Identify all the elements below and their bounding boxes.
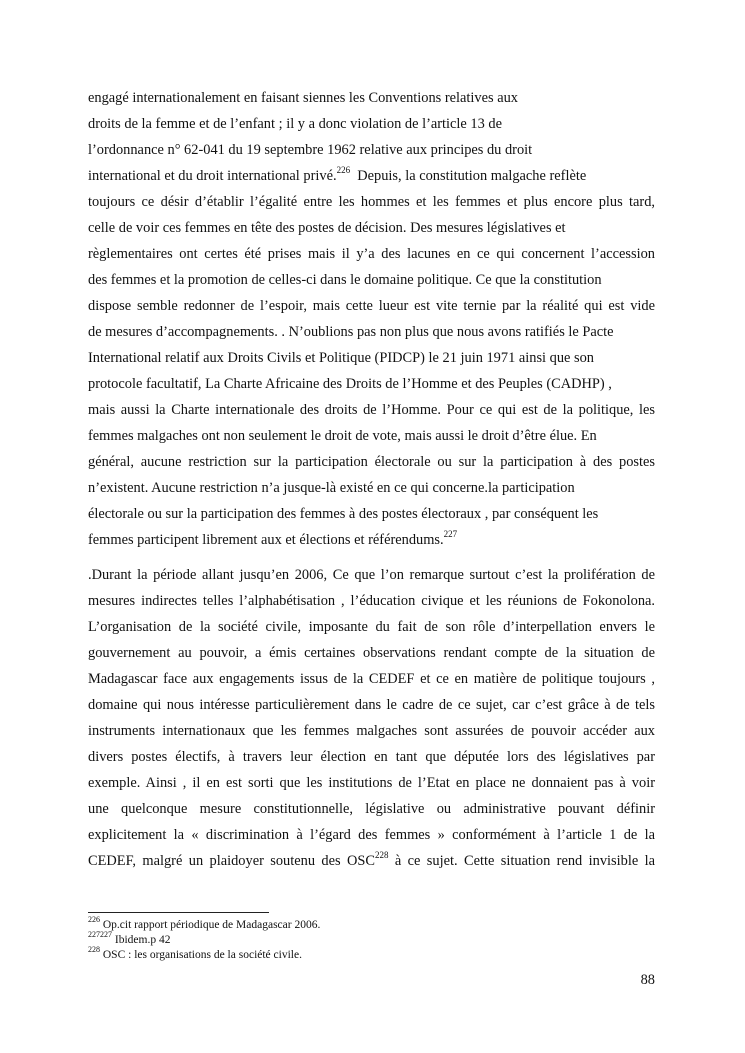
text-line: explicitement la « discrimination à l’égard des femmes » conformément à l’article 1 de la	[88, 827, 655, 843]
text-line: celle de voir ces femmes en tête des postes de décision. Des mesures législatives et	[88, 220, 566, 236]
text-line: des femmes et la promotion de celles-ci dans le domaine politique. Ce que la constitution	[88, 272, 602, 288]
text-line: général, aucune restriction sur la participation électorale ou sur la participation à des postes	[88, 454, 655, 470]
footnote-divider	[88, 912, 269, 913]
text-line: femmes malgaches ont non seulement le droit de vote, mais aussi le droit d’être élue. En	[88, 428, 597, 444]
text-line: une quelconque mesure constitutionnelle, législative ou administrative pouvant définir	[88, 801, 655, 817]
footnote-text: OSC : les organisations de la société civile.	[100, 949, 302, 961]
text-line: mais aussi la Charte internationale des droits de l’Homme. Pour ce qui est de la politique, les	[88, 402, 655, 418]
text-line: exemple. Ainsi , il en est sorti que les institutions de l’Etat en place ne donnaient pas à voir	[88, 775, 655, 791]
text-line: n’existent. Aucune restriction n’a jusque-là existé en ce qui concerne.la participation	[88, 480, 575, 496]
text-line: protocole facultatif, La Charte Africaine des Droits de l’Homme et des Peuples (CADHP) ,	[88, 376, 612, 392]
text-line: l’ordonnance n° 62-041 du 19 septembre 1962 relative aux principes du droit	[88, 142, 533, 158]
text-line: dispose semble redonner de l’espoir, mais cette lueur est vite ternie par la réalité qui est vide	[88, 298, 655, 314]
text-line: électorale ou sur la participation des femmes à des postes électoraux , par conséquent les	[88, 506, 599, 522]
text-line: règlementaires ont certes été prises mais il y’a des lacunes en ce qui concernent l’accession	[88, 246, 655, 262]
text-line: instruments internationaux que les femmes malgaches sont assurées de pouvoir accéder aux	[88, 723, 655, 739]
footnote-ref-226[interactable]: 226	[336, 165, 351, 176]
text-line: International relatif aux Droits Civils et Politique (PIDCP) le 21 juin 1971 ainsi que son	[88, 350, 595, 366]
text-line: mesures indirectes telles l’alphabétisation , l’éducation civique et les réunions de Fokonolona.	[88, 593, 655, 609]
text-line: Madagascar face aux engagements issus de la CEDEF et ce en matière de politique toujours ,	[88, 671, 655, 687]
text-line: divers postes électifs, à travers leur élection en tant que députée lors des législatives par	[88, 749, 655, 765]
text-line: .Durant la période allant jusqu’en 2006, Ce que l’on remarque surtout c’est la prolifération de	[88, 567, 655, 583]
text-segment: à ce sujet. Cette situation rend invisible la	[388, 853, 655, 869]
text-segment: Depuis, la constitution malgache reflète	[350, 168, 587, 184]
text-line: domaine qui nous intéresse particulièrement dans le cadre de ce sujet, car c’est grâce à de tels	[88, 697, 655, 713]
text-line: gouvernement au pouvoir, a émis certaines observations rendant compte de la situation de	[88, 645, 655, 661]
text-segment: femmes participent librement aux et élections et référendums.	[88, 532, 444, 548]
text-line: toujours ce désir d’établir l’égalité entre les hommes et les femmes et plus encore plus tard,	[88, 194, 655, 210]
footnote-mark: 227227	[88, 930, 112, 940]
footnote-text: Op.cit rapport périodique de Madagascar 2006.	[100, 919, 321, 931]
text-line: droits de la femme et de l’enfant ; il y a donc violation de l’article 13 de	[88, 116, 502, 132]
text-line	[88, 850, 655, 870]
text-line	[88, 529, 458, 549]
text-line: de mesures d’accompagnements. . N’oublions pas non plus que nous avons ratifiés le Pacte	[88, 324, 614, 340]
footnote-mark: 226	[88, 915, 100, 925]
text-line: engagé internationalement en faisant siennes les Conventions relatives aux	[88, 90, 518, 106]
footnote-228	[88, 945, 302, 961]
text-segment: international et du droit international privé.	[88, 168, 337, 184]
text-segment: CEDEF, malgré un plaidoyer soutenu des OSC	[88, 853, 375, 869]
page-number: 88	[640, 972, 655, 988]
text-line: L’organisation de la société civile, imposante du fait de son rôle d’interpellation envers le	[88, 619, 655, 635]
footnote-mark: 228	[88, 945, 100, 955]
text-line	[88, 165, 587, 185]
footnote-ref-228[interactable]: 228	[374, 850, 389, 861]
footnote-ref-227[interactable]: 227	[443, 529, 458, 540]
footnote-226	[88, 915, 321, 931]
footnote-227	[88, 930, 171, 946]
footnote-text: Ibidem.p 42	[112, 934, 171, 946]
